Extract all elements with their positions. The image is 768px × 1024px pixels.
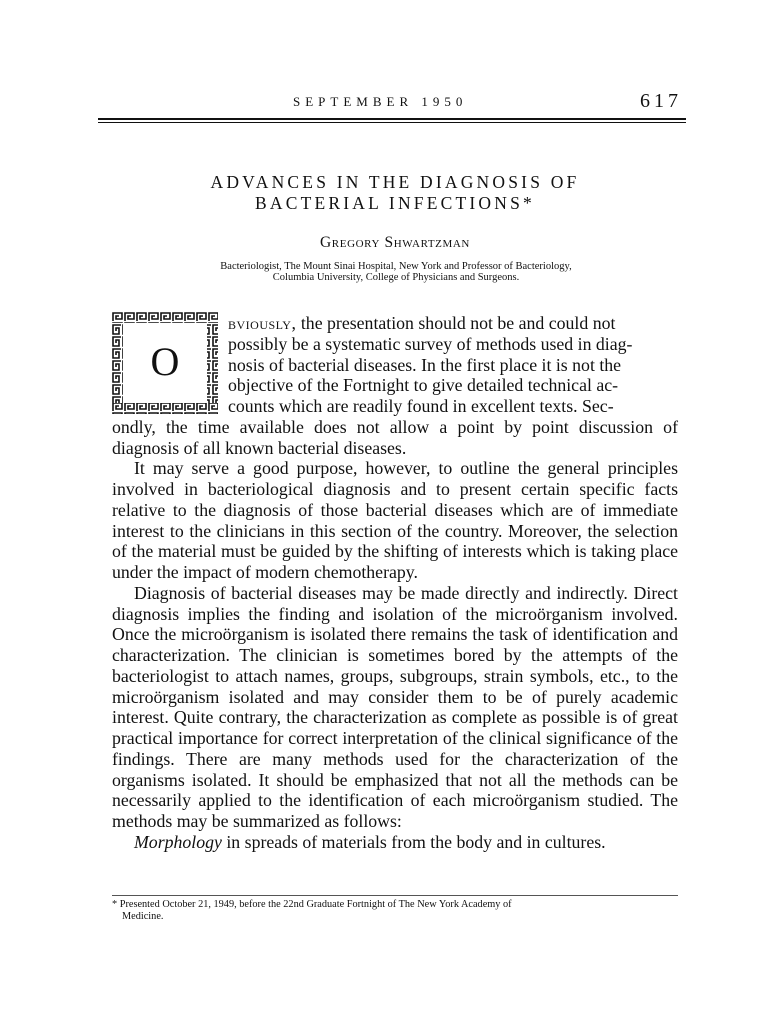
paragraph-2: It may serve a good purpose, however, to outline the general principles involved in bacteriological diagnosis and to present certain specific facts relative to the diagnosis of those bacterial diseases which are of immediate interest to the clinicians in this section of the country. Moreover, the selection of the material must be guided by the shifting of interests which is taking place under the impact of modern chemotherapy. — [112, 458, 678, 582]
page-header — [98, 90, 686, 119]
footnote — [112, 899, 678, 922]
paragraph-1 — [112, 313, 678, 458]
page-number: 617 — [640, 90, 682, 112]
lead-line-3: nosis of bacterial diseases. In the first place it is not the — [228, 354, 622, 375]
lead-line-4: objective of the Fortnight to give detailed technical ac- — [228, 375, 619, 396]
author-affiliation — [136, 261, 656, 283]
header-rule-thin — [98, 122, 686, 123]
footnote-rule — [112, 895, 678, 896]
lead-line-2: possibly be a systematic survey of methods used in diag- — [228, 333, 633, 354]
author-name: Gregory Shwartzman — [320, 234, 470, 251]
lead-line-5: counts which are readily found in excellent texts. Sec- — [228, 396, 614, 416]
opening-word: bviously, — [228, 313, 297, 333]
paragraph-4-text: in spreads of materials from the body and in cultures. — [221, 831, 606, 852]
running-head: SEPTEMBER 1950 — [293, 94, 468, 109]
footnote-line-1: * Presented October 21, 1949, before the 22nd Graduate Fortnight of The New York Academy of — [112, 899, 512, 910]
paragraph-1-rest: ondly, the time available does not allow a point by point discussion of diagnosis of all known bacterial diseases. — [112, 416, 678, 458]
title-line-1: ADVANCES IN THE DIAGNOSIS OF — [210, 172, 580, 192]
lead-line-1-text: the presentation should not be and could not — [296, 313, 616, 333]
lead-line-1 — [228, 313, 678, 334]
affiliation-line-2: Columbia University, College of Physicians and Surgeons. — [272, 272, 520, 283]
morphology-term: Morphology — [134, 831, 222, 852]
affiliation-line-1: Bacteriologist, The Mount Sinai Hospital, New York and Professor of Bacteriology, — [220, 261, 572, 272]
paragraph-4 — [112, 832, 678, 853]
title-line-2: BACTERIAL INFECTIONS* — [255, 193, 535, 213]
article-body — [112, 313, 678, 853]
paragraph-3: Diagnosis of bacterial diseases may be made directly and indirectly. Direct diagnosis implies the finding and isolation of the microörganism involved. Once the microörganism is isolated there remains the task of identification and characterization. The clinician is sometimes bored by the attempts of the bacteriologist to attach names, groups, subgroups, strain symbols, etc., to the microörganism isolated and may consider them to be of purely academic interest. Quite contrary, the characterization as complete as possible is of great practical importance for correct interpretation of the clinical significance of the findings. There are many methods used for the characterization of the organisms isolated. It should be emphasized that not all the methods can be necessarily applied to the identification of each microörganism studied. The methods may be summarized as follows: — [112, 582, 678, 831]
dropcap-letter: O — [150, 339, 180, 384]
header-rule-thick — [98, 118, 686, 120]
article-title — [100, 172, 690, 214]
footnote-line-2: Medicine. — [122, 910, 164, 922]
